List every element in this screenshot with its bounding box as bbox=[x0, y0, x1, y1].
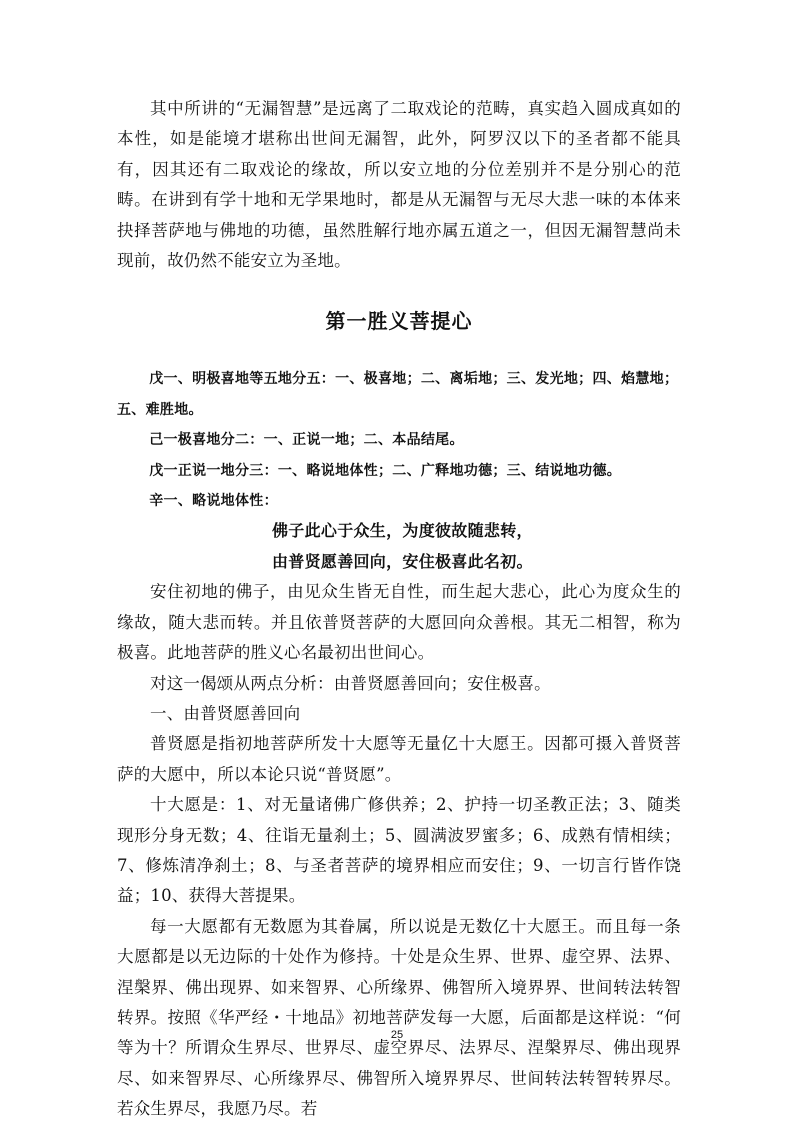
outline-line: 戊一正说一地分三：一、略说地体性；二、广释地功德；三、结说地功德。 bbox=[149, 462, 622, 479]
section-heading: 第一胜义菩提心 bbox=[325, 309, 473, 334]
body-paragraph: 普贤愿是指初地菩萨所发十大愿等无量亿十大愿王。因都可摄入普贤菩萨的大愿中，所以本论只说“普贤愿”。 bbox=[117, 734, 681, 784]
body-paragraph: 对这一偈颂从两点分析：由普贤愿善回向；安住极喜。 bbox=[150, 673, 551, 693]
body-paragraph: 每一大愿都有无数愿为其眷属，所以说是无数亿十大愿王。而且每一条大愿都是以无边际的十处作为修持。十处是众生界、世界、虚空界、法界、涅槃界、佛出现界、如来智界、心所缘界、佛智所入境界界、世间转法转智转界。按照《华严经・十地品》初地菩萨发每一大愿，后面都是这样说：“何等为十？所谓众生界尽、世界尽、虚空界尽、法界尽、涅槃界尽、佛出现界尽、如来智界尽、心所缘界尽、佛智所入境界界尽、世间转法转智转界尽。若众生界尽，我愿乃尽。若 bbox=[117, 916, 681, 1119]
outline-line: 辛一、略说地体性： bbox=[149, 493, 278, 510]
body-paragraph: 十大愿是：1、对无量诸佛广修供养；2、护持一切圣教正法；3、随类现形分身无数；4、往诣无量刹土；5、圆满波罗蜜多；6、成熟有情相续；7、修炼清净刹土；8、与圣者菩萨的境界相应而安住；9、一切言行皆作饶益；10、获得大菩提果。 bbox=[117, 795, 681, 906]
subsection-title: 一、由普贤愿善回向 bbox=[150, 703, 301, 723]
verse-line: 由普贤愿善回向，安住极喜此名初。 bbox=[272, 551, 533, 571]
outline-line: 戊一、明极喜地等五地分五：一、极喜地；二、离垢地；三、发光地；四、焰慧地；五、难胜地。 bbox=[117, 371, 679, 418]
body-paragraph: 安住初地的佛子，由见众生皆无自性，而生起大悲心，此心为度众生的缘故，随大悲而转。并且依普贤菩萨的大愿回向众善根。其无二相智，称为极喜。此地菩萨的胜义心名最初出世间心。 bbox=[117, 582, 681, 663]
body-paragraph: 其中所讲的“无漏智慧”是远离了二取戏论的范畴，真实趋入圆成真如的本性，如是能境才堪称出世间无漏智，此外，阿罗汉以下的圣者都不能具有，因其还有二取戏论的缘故，所以安立地的分位差别并不是分别心的范畴。在讲到有学十地和无学果地时，都是从无漏智与无尽大悲一味的本体来抉择菩萨地与佛地的功德，虽然胜解行地亦属五道之一，但因无漏智慧尚未现前，故仍然不能安立为圣地。 bbox=[117, 99, 681, 271]
verse-line: 佛子此心于众生，为度彼故随悲转， bbox=[272, 521, 533, 541]
page-number: 25 bbox=[390, 1029, 404, 1041]
outline-line: 己一极喜地分二：一、正说一地；二、本品结尾。 bbox=[149, 432, 464, 449]
page-content bbox=[117, 94, 681, 1125]
